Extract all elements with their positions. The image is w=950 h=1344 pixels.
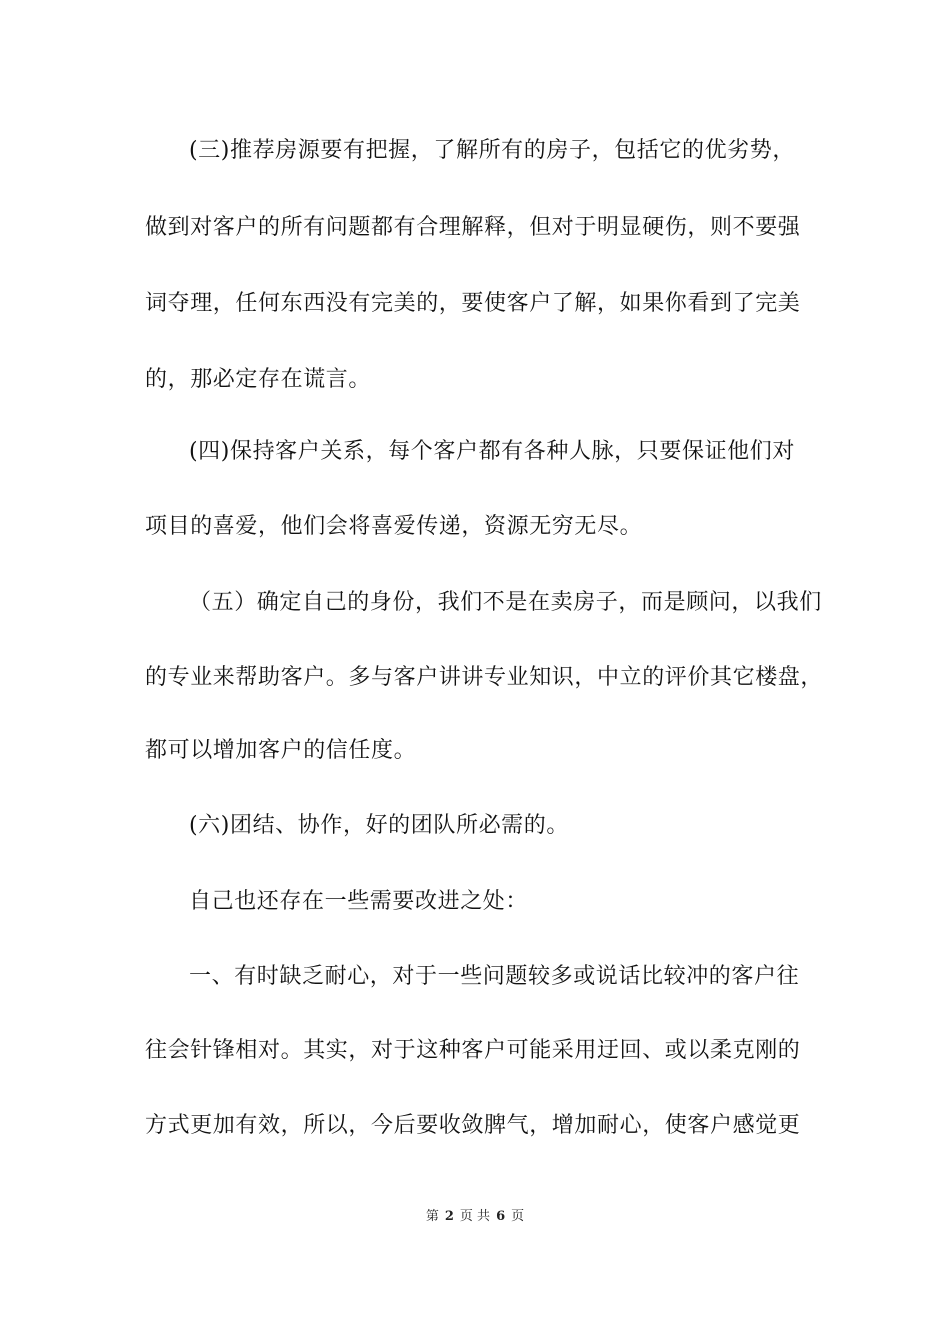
paragraph-line: （五）确定自己的身份，我们不是在卖房子，而是顾问，以我们 bbox=[189, 590, 822, 615]
footer-prefix: 第 bbox=[425, 1209, 439, 1224]
paragraph-line: 一、有时缺乏耐心，对于一些问题较多或说话比较冲的客户往 bbox=[189, 964, 800, 989]
paragraph-line: 词夺理，任何东西没有完美的，要使客户了解，如果你看到了完美 bbox=[145, 291, 801, 316]
paragraph-line: (六)团结、协作，好的团队所必需的。 bbox=[189, 813, 569, 838]
paragraph-line: 都可以增加客户的信任度。 bbox=[145, 738, 417, 763]
footer-current-page: 2 bbox=[444, 1209, 454, 1224]
paragraph-line: 做到对客户的所有问题都有合理解释，但对于明显硬伤，则不要强 bbox=[145, 215, 801, 240]
footer-total-pages: 6 bbox=[496, 1209, 506, 1224]
paragraph-line: (三)推荐房源要有把握，了解所有的房子，包括它的优劣势， bbox=[189, 138, 795, 163]
paragraph-line: 的专业来帮助客户。多与客户讲讲专业知识，中立的评价其它楼盘， bbox=[145, 665, 824, 690]
paragraph-line: 自己也还存在一些需要改进之处： bbox=[189, 889, 529, 914]
paragraph-line: 方式更加有效，所以，今后要收敛脾气，增加耐心，使客户感觉更 bbox=[145, 1113, 801, 1138]
footer-middle: 页 共 bbox=[459, 1209, 491, 1224]
page-footer bbox=[0, 1207, 950, 1227]
paragraph-line: 的，那必定存在谎言。 bbox=[145, 367, 372, 392]
footer-suffix: 页 bbox=[511, 1209, 525, 1224]
paragraph-line: 项目的喜爱，他们会将喜爱传递，资源无穷无尽。 bbox=[145, 514, 643, 539]
paragraph-line: 往会针锋相对。其实，对于这种客户可能采用迂回、或以柔克刚的 bbox=[145, 1038, 801, 1063]
paragraph-line: (四)保持客户关系，每个客户都有各种人脉，只要保证他们对 bbox=[189, 439, 795, 464]
